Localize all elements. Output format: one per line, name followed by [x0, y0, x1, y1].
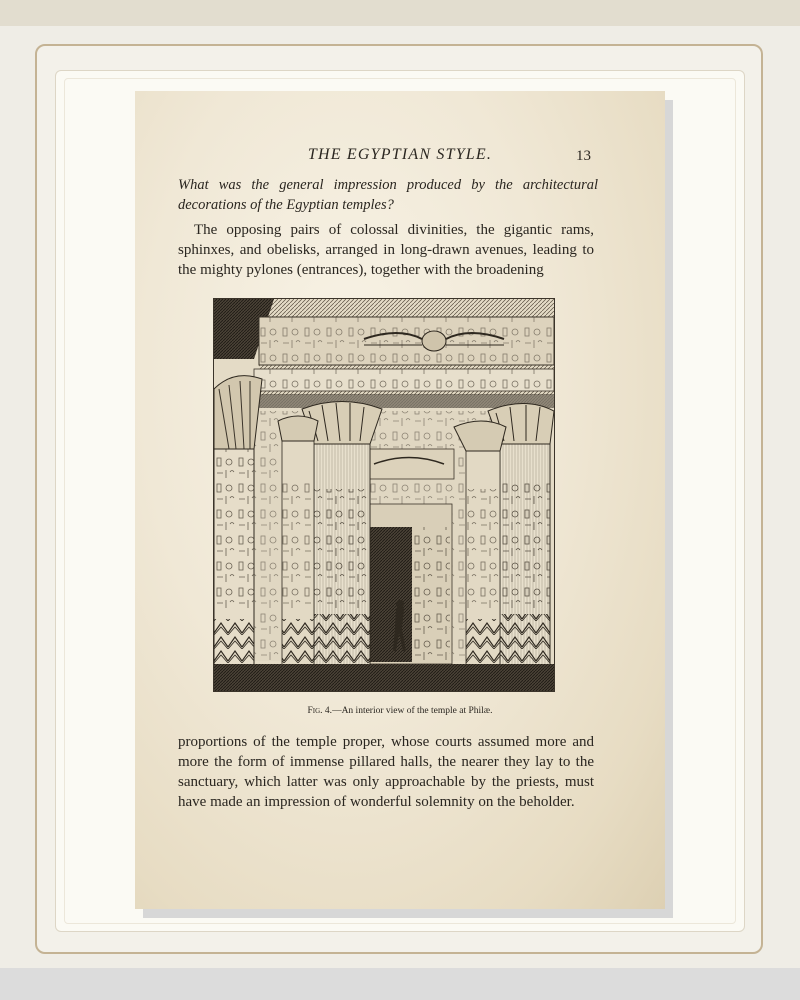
figure-caption-text: —An interior view of the temple at Philæ. [332, 706, 493, 716]
question-text: What was the general impression produced by the architectural decorations of the Egyptian temples? [178, 177, 598, 213]
page-number: 13 [576, 148, 591, 164]
paragraph-1: The opposing pairs of colossal divinities, the gigantic rams, sphinxes, and obelisks, arranged in long-drawn avenues, leading to the mighty pylones (entrances), together with the broadening [178, 222, 594, 278]
figure-caption [135, 706, 665, 716]
paragraph-2: proportions of the temple proper, whose courts assumed more and more the form of immense pillared halls, the nearer they lay to the sanctuary, which latter was only approachable by the priests, must have made an impression of wonderful solemnity on the beholder. [178, 734, 594, 810]
running-head: THE EGYPTIAN STYLE. [307, 146, 493, 163]
book-page [135, 91, 665, 909]
bottom-band [0, 968, 800, 1000]
temple-illustration [213, 298, 555, 692]
top-band [0, 0, 800, 26]
column-inner-left [278, 416, 318, 671]
figure-number: Fig. 4. [307, 706, 333, 716]
temple-engraving [214, 299, 554, 691]
